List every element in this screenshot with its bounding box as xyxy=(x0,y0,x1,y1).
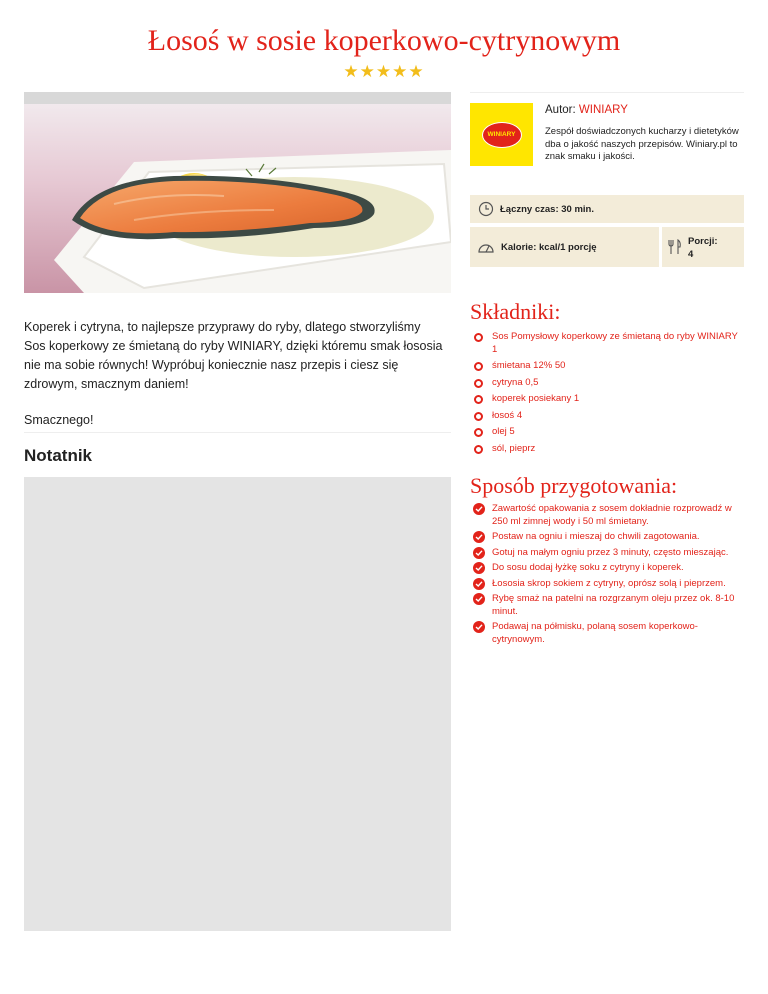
ingredient-text: olej 5 xyxy=(492,426,515,437)
intro-text: Koperek i cytryna, to najlepsze przyprawy do ryby, dlatego stworzyliśmy Sos koperkowy ze śmietaną do ryby WINIARY, dzięki któremu smak łososia nie ma sobie równych! Wypróbuj koniecznie nasz przepis i ciesz się zdrowym, smacznym daniem! xyxy=(24,320,443,391)
notes-title: Notatnik xyxy=(24,446,92,465)
ingredient-item xyxy=(474,331,744,356)
checkmark-icon xyxy=(473,593,485,605)
steps-list xyxy=(473,503,747,649)
bullet-ring-icon xyxy=(474,428,483,437)
author-line xyxy=(545,104,628,116)
step-text: Gotuj na małym ogniu przez 3 minuty, często mieszając. xyxy=(492,546,729,558)
bullet-ring-icon xyxy=(474,333,483,342)
total-time-box xyxy=(470,195,744,223)
notes-area[interactable] xyxy=(24,477,451,931)
steps-title: Sposób przygotowania: xyxy=(470,473,678,498)
bullet-ring-icon xyxy=(474,412,483,421)
clock-icon xyxy=(478,201,494,217)
checkmark-icon xyxy=(473,578,485,590)
step-item xyxy=(473,593,747,618)
recipe-title: Łosoś w sosie koperkowo-cytrynowym xyxy=(147,24,621,57)
checkmark-icon xyxy=(473,621,485,633)
author-label: Autor: xyxy=(545,104,576,116)
step-text: Rybę smaż na patelni na rozgrzanym oleju przez ok. 8-10 minut. xyxy=(492,593,735,617)
ingredient-text: śmietana 12% 50 xyxy=(492,360,566,371)
ingredient-text: łosoś 4 xyxy=(492,409,523,421)
ingredient-item xyxy=(474,443,744,456)
ingredient-text: Sos Pomysłowy koperkowy ze śmietaną do ryby WINIARY 1 xyxy=(492,331,738,355)
ingredient-item xyxy=(474,393,744,406)
bullet-ring-icon xyxy=(474,395,483,404)
step-item xyxy=(473,503,747,528)
step-text: Do sosu dodaj łyżkę soku z cytryny i koperek. xyxy=(492,562,684,573)
servings-box xyxy=(662,227,744,267)
step-item xyxy=(473,547,747,560)
checkmark-icon xyxy=(473,562,485,574)
step-item xyxy=(473,562,747,575)
ingredient-text: sól, pieprz xyxy=(492,442,536,454)
ingredient-text: koperek posiekany 1 xyxy=(492,393,580,404)
bullet-ring-icon xyxy=(474,445,483,454)
rating-stars[interactable]: ★★★★★ xyxy=(343,62,425,81)
step-text: Zawartość opakowania z sosem dokładnie rozprowadź w 250 ml zimnej wody i 50 ml śmietany. xyxy=(492,503,732,527)
author-divider xyxy=(470,92,744,93)
closing-text: Smacznego! xyxy=(24,413,94,427)
total-time-text: Łączny czas: 30 min. xyxy=(500,203,594,215)
ingredient-item xyxy=(474,377,744,390)
step-text: Postaw na ogniu i mieszaj do chwili zagotowania. xyxy=(492,531,700,542)
step-item xyxy=(473,531,747,544)
author-link[interactable]: WINIARY xyxy=(578,104,628,116)
author-logo xyxy=(470,103,533,166)
notes-divider xyxy=(24,432,451,433)
ingredient-item xyxy=(474,426,744,439)
bullet-ring-icon xyxy=(474,379,483,388)
step-item xyxy=(473,578,747,591)
ingredient-text: cytryna 0,5 xyxy=(492,376,539,388)
step-item xyxy=(473,621,747,646)
calories-text: Kalorie: kcal/1 porcję xyxy=(501,241,597,253)
bullet-ring-icon xyxy=(474,362,483,371)
servings-label: Porcji: xyxy=(688,236,718,247)
checkmark-icon xyxy=(473,503,485,515)
author-description: Zespół doświadczonych kucharzy i dietetyków dba o jakość naszych przepisów. Winiary.pl to znak smaku i jakości. xyxy=(545,126,739,162)
recipe-photo xyxy=(24,92,451,293)
calories-box xyxy=(470,227,659,267)
step-text: Podawaj na półmisku, polaną sosem koperkowo-cytrynowym. xyxy=(492,621,698,645)
ingredients-list xyxy=(474,331,744,459)
checkmark-icon xyxy=(473,547,485,559)
ingredients-title: Składniki: xyxy=(470,299,561,324)
winiary-logo-badge: WINIARY xyxy=(482,122,522,148)
cutlery-icon xyxy=(668,239,682,255)
servings-text xyxy=(688,227,718,261)
step-text: Łososia skrop sokiem z cytryny, oprósz solą i pieprzem. xyxy=(492,577,726,589)
servings-value: 4 xyxy=(688,248,694,260)
ingredient-item xyxy=(474,410,744,423)
ingredient-item xyxy=(474,360,744,373)
recipe-intro xyxy=(24,318,444,447)
gauge-icon xyxy=(477,240,495,254)
checkmark-icon xyxy=(473,531,485,543)
